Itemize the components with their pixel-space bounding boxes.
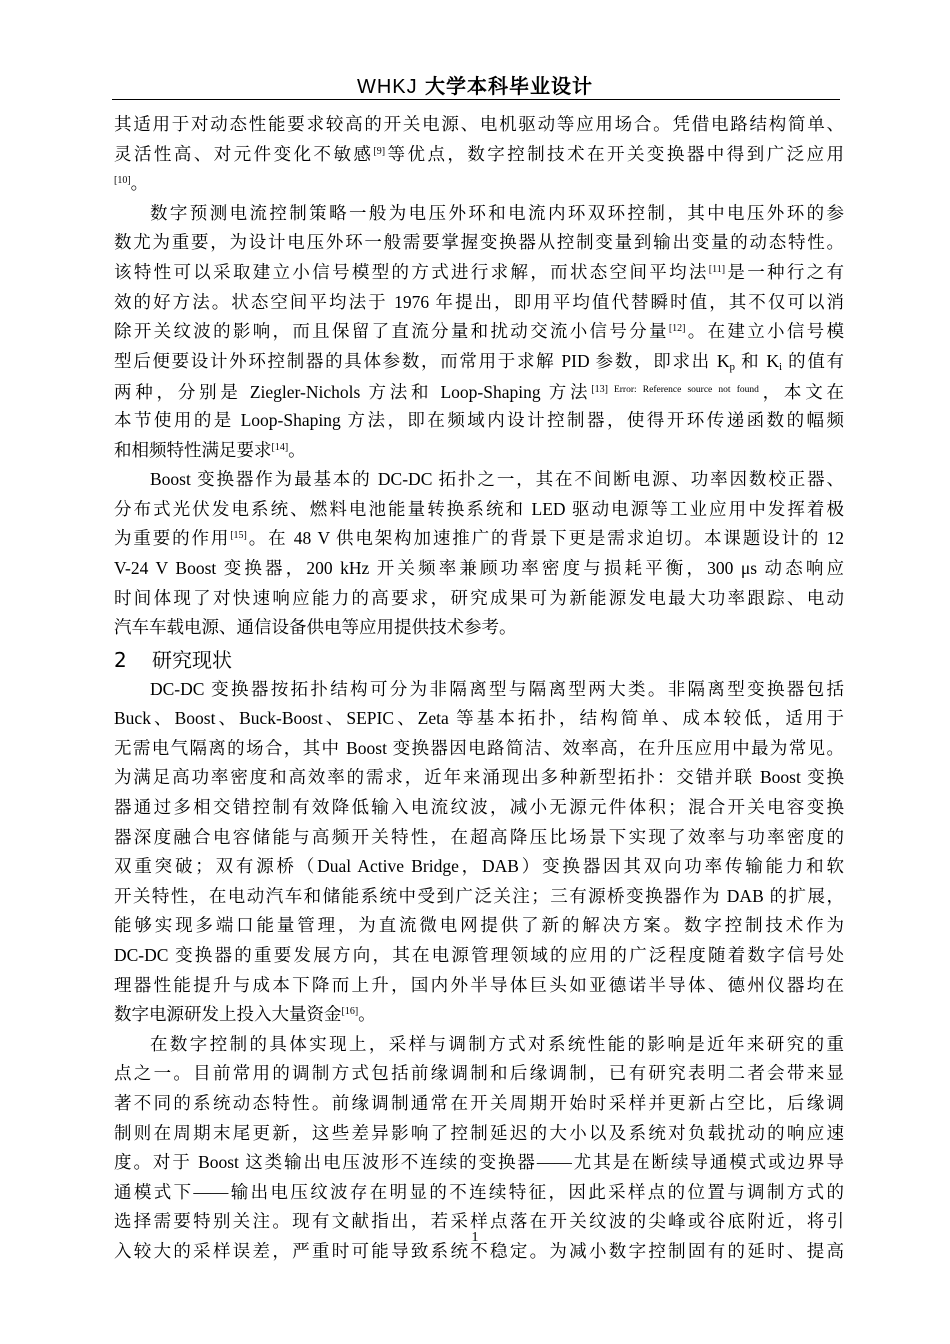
text-line [114, 584, 844, 614]
text-run: 无需电气隔离的场合，其中 Boost 变换器因电路简洁、效率高，在升压应用中最为常见。 [114, 737, 844, 758]
text-run: 选择需要特别关注。现有文献指出，若采样点落在开关纹波的尖峰或谷底附近，将引 [114, 1211, 844, 1232]
text-run: 制则在周期末尾更新，这些差异影响了控制延迟的大小以及系统对负载扰动的响应速 [114, 1122, 844, 1143]
text-run: 两种，分别是 Ziegler-Nichols 方法和 Loop-Shaping 方法 [114, 382, 592, 403]
text-run: 和 K [735, 350, 779, 371]
text-line [114, 1059, 844, 1089]
text-run: 为重要的作用 [114, 528, 231, 549]
text-run: 等优点，数字控制技术在开关变换器中得到广泛应用 [385, 143, 845, 164]
text-line [114, 911, 844, 941]
text-run: 。 [288, 439, 306, 460]
reference-error: Error: Reference source not found [613, 385, 759, 396]
text-run: 能够实现多端口能量管理，为直流微电网提供了新的解决方案。数字控制技术作为 [114, 915, 844, 936]
citation: [9] [373, 145, 386, 157]
text-line [114, 882, 844, 912]
text-run: 双重突破；双有源桥（Dual Active Bridge，DAB）变换器因其双向功率传输能力和软 [114, 856, 844, 877]
citation: [16] [341, 1006, 359, 1018]
text-run: 汽车车载电源、通信设备供电等应用提供技术参考。 [114, 617, 517, 638]
citation: [12] [668, 323, 686, 335]
text-run: 数字电源研发上投入大量资金 [114, 1004, 342, 1025]
section-title: 研究现状 [152, 647, 232, 672]
header-rule [112, 99, 840, 100]
text-run: 数字预测电流控制策略一般为电压外环和电流内环双环控制，其中电压外环的参 [150, 202, 844, 223]
text-run: DC-DC 变换器的重要发展方向，其在电源管理领域的应用的广泛程度随着数字信号处 [114, 945, 844, 966]
text-line [114, 199, 844, 229]
text-run: 分布式光伏发电系统、燃料电池能量转换系统和 LED 驱动电源等工业应用中发挥着极 [114, 498, 844, 519]
section-heading [114, 645, 844, 675]
text-run: 效的好方法。状态空间平均法于 1976 年提出，即用平均值代替瞬时值，其不仅可以消 [114, 291, 844, 312]
text-run: 点之一。目前常用的调制方式包括前缘调制和后缘调制，已有研究表明二者会带来显 [114, 1063, 844, 1084]
text-line [114, 288, 844, 318]
text-line [114, 376, 844, 406]
subscript: i [779, 360, 783, 373]
text-line [114, 347, 844, 377]
text-line [114, 228, 844, 258]
text-run: DC-DC 变换器按拓扑结构可分为非隔离型与隔离型两大类。非隔离型变换器包括 [150, 678, 844, 699]
text-run: 是一种行之有 [725, 261, 844, 282]
text-line [114, 140, 844, 170]
text-run: 其适用于对动态性能要求较高的开关电源、电机驱动等应用场合。凭借电路结构简单、 [114, 114, 844, 134]
text-run: ，本文在 [758, 382, 844, 403]
text-line [114, 465, 844, 495]
text-run: 器深度融合电容储能与高频开关特性，在超高降压比场景下实现了效率与功率密度的 [114, 826, 844, 847]
text-line [114, 524, 844, 554]
text-run: 时间体现了对快速响应能力的高要求，研究成果可为新能源发电最大功率跟踪、电动 [114, 587, 844, 608]
text-run: 型后便要设计外环控制器的具体参数，而常用于求解 PID 参数，即求出 K [114, 350, 730, 371]
text-run: Boost 变换器作为最基本的 DC-DC 拓扑之一，其在不间断电源、功率因数校正器、 [150, 469, 844, 490]
text-run: 本节使用的是 Loop-Shaping 方法，即在频域内设计控制器，使得开环传递函数的幅频 [114, 409, 844, 430]
text-run: V-24 V Boost 变换器，200 kHz 开关频率兼顾功率密度与损耗平衡，300 μs 动态响应 [114, 557, 844, 578]
text-run: 除开关纹波的影响，而且保留了直流分量和扰动交流小信号分量 [114, 321, 669, 342]
citation: [11] [708, 263, 726, 275]
text-run: 的值有 [782, 350, 845, 371]
section-number: 2 [114, 647, 127, 672]
citation: [13] [591, 384, 608, 396]
body-text [114, 110, 844, 1267]
text-line [114, 675, 844, 705]
header-school-code: WHKJ [356, 76, 418, 98]
header-title: 大学本科毕业设计 [425, 74, 594, 98]
text-line [114, 1148, 844, 1178]
text-line [114, 793, 844, 823]
text-line [114, 436, 844, 466]
text-run: 开关特性，在电动汽车和储能系统中受到广泛关注；三有源桥变换器作为 DAB 的扩展， [114, 885, 844, 906]
paragraph [114, 465, 844, 643]
text-run: 著不同的系统动态特性。前缘调制通常在开关周期开始时采样并更新占空比，后缘调 [114, 1093, 844, 1113]
text-line [114, 317, 844, 347]
text-run: 器通过多相交错控制有效降低输入电流纹波，减小无源元件体积；混合开关电容变换 [114, 797, 844, 818]
text-line [114, 169, 844, 199]
text-line [114, 258, 844, 288]
text-line [114, 1119, 844, 1149]
text-line [114, 971, 844, 1001]
text-line [114, 613, 844, 643]
text-line [114, 941, 844, 971]
paragraph [114, 675, 844, 1030]
text-line [114, 1030, 844, 1060]
text-line [114, 110, 844, 140]
text-run: 。在 48 V 供电架构加速推广的背景下更是需求迫切。本课题设计的 12 [246, 528, 844, 549]
text-line [114, 554, 844, 584]
text-run: 入较大的采样误差，严重时可能导致系统不稳定。为减小数字控制固有的延时、提高 [114, 1240, 844, 1261]
text-run: 度。对于 Boost 这类输出电压波形不连续的变换器——尤其是在断续导通模式或边界导 [114, 1152, 844, 1173]
text-run: 为满足高功率密度和高效率的需求，近年来涌现出多种新型拓扑：交错并联 Boost 变换 [114, 767, 844, 788]
text-run: 。 [358, 1004, 376, 1025]
paragraph [114, 110, 844, 199]
text-run: 。在建立小信号模 [685, 321, 845, 342]
page-header [110, 70, 840, 100]
text-line [114, 852, 844, 882]
paragraph [114, 199, 844, 465]
citation: [14] [271, 441, 289, 453]
subscript: p [729, 360, 736, 373]
text-run: 和相频特性满足要求 [114, 439, 272, 460]
text-run: 在数字控制的具体实现上，采样与调制方式对系统性能的影响是近年来研究的重 [150, 1033, 844, 1054]
text-line [114, 734, 844, 764]
text-run: 通模式下——输出电压纹波存在明显的不连续特征，因此采样点的位置与调制方式的 [114, 1181, 844, 1202]
text-line [114, 1178, 844, 1208]
text-run: 灵活性高、对元件变化不敏感 [114, 143, 374, 164]
text-run: 。 [130, 173, 149, 194]
text-run: Buck、Boost、Buck-Boost、SEPIC、Zeta 等基本拓扑，结构简单、成本较低，适用于 [114, 708, 844, 729]
text-line [114, 704, 844, 734]
text-run: 理器性能提升与成本下降而上升，国内外半导体巨头如亚德诺半导体、德州仪器均在 [114, 974, 844, 995]
text-line [114, 406, 844, 436]
text-line [114, 495, 844, 525]
text-line [114, 1089, 844, 1119]
text-line [114, 763, 844, 793]
text-run: 该特性可以采取建立小信号模型的方式进行求解，而状态空间平均法 [114, 261, 709, 282]
text-line [114, 823, 844, 853]
citation: [15] [230, 530, 247, 542]
page-number: 1 [471, 1230, 479, 1245]
text-line [114, 1000, 844, 1030]
citation: [10] [114, 175, 131, 187]
text-run: 数尤为重要，为设计电压外环一般需要掌握变换器从控制变量到输出变量的动态特性。 [114, 232, 844, 253]
